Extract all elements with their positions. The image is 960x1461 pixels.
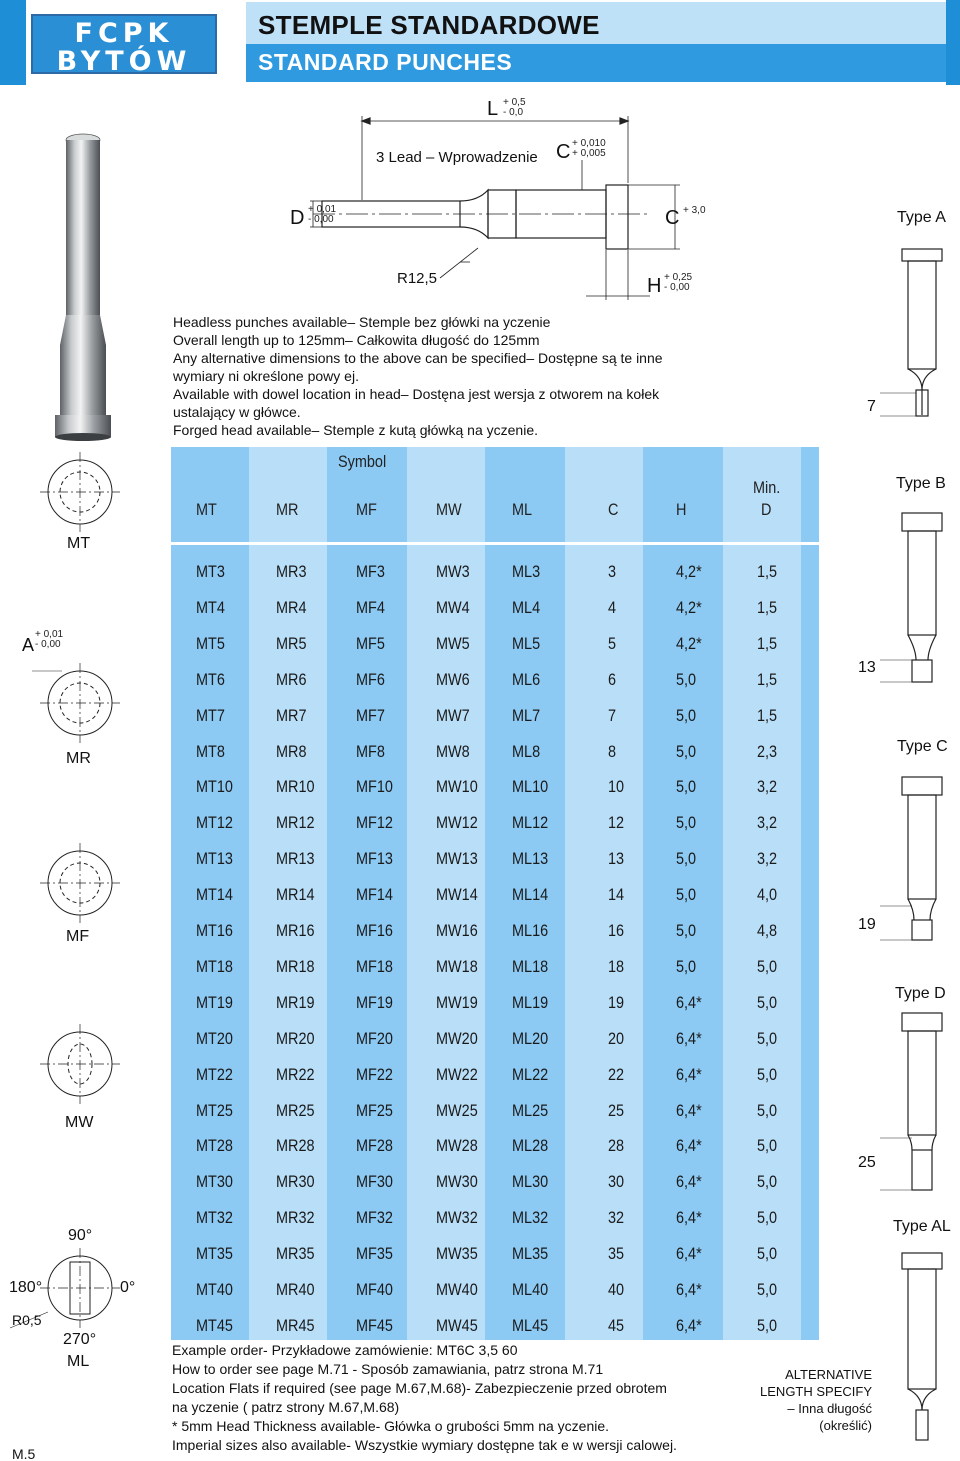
- table-cell: MR35: [276, 1244, 315, 1264]
- table-row: [171, 1124, 819, 1160]
- table-cell: 35: [608, 1244, 625, 1264]
- dim-a-tol-lower: - 0,00: [35, 639, 61, 650]
- punch-photo: [55, 134, 111, 441]
- table-cell: MF4: [356, 597, 385, 617]
- table-cell: 18: [608, 956, 625, 976]
- table-cell: ML45: [512, 1315, 549, 1335]
- table-cell: MW8: [436, 741, 470, 761]
- footer-line: Example order- Przykładowe zamówienie: MT6C 3,5 60: [172, 1342, 518, 1358]
- table-cell: ML14: [512, 885, 549, 905]
- section-mr-label: MR: [66, 750, 91, 767]
- table-cell: ML5: [512, 633, 541, 653]
- table-cell: MT35: [196, 1244, 233, 1264]
- table-cell: 5,0: [757, 956, 778, 976]
- table-cell: ML30: [512, 1172, 549, 1192]
- table-cell: 4,2*: [676, 597, 702, 617]
- footer-line: How to order see page M.71 - Sposób zamawiania, patrz strona M.71: [172, 1361, 604, 1377]
- table-cell: ML13: [512, 849, 549, 869]
- table-cell: MT5: [196, 633, 225, 653]
- table-cell: 3,2: [757, 813, 778, 833]
- type-b-dimension: 13: [858, 659, 876, 676]
- table-cell: MT25: [196, 1100, 233, 1120]
- table-row: [171, 1160, 819, 1196]
- table-cell: MR19: [276, 992, 315, 1012]
- table-cell: ML20: [512, 1028, 549, 1048]
- note-line: Any alternative dimensions to the above can be specified– Dostępne są te inne: [173, 350, 663, 366]
- table-cell: 1,5: [757, 562, 778, 581]
- table-cell: ML18: [512, 956, 549, 976]
- table-cell: MR13: [276, 849, 315, 869]
- table-cell: 5,0: [757, 1172, 778, 1192]
- note-line: Overall length up to 125mm– Całkowita długość do 125mm: [173, 332, 540, 348]
- table-cell: MF10: [356, 777, 393, 797]
- table-cell: 20: [608, 1028, 625, 1048]
- table-cell: ML7: [512, 705, 541, 725]
- table-cell: MT30: [196, 1172, 233, 1192]
- table-row: [171, 1017, 819, 1053]
- table-row: [171, 658, 819, 694]
- table-cell: MF8: [356, 741, 385, 761]
- table-row: [171, 730, 819, 766]
- table-cell: MW45: [436, 1315, 478, 1335]
- table-cell: ML19: [512, 992, 549, 1012]
- table-cell: MR45: [276, 1315, 315, 1335]
- alternative-length-note: [740, 1366, 872, 1434]
- table-cell: 5,0: [676, 741, 697, 761]
- alt-line-3: – Inna długość: [787, 1401, 872, 1416]
- table-cell: ML6: [512, 669, 541, 689]
- alt-line-4: (określić): [819, 1418, 872, 1433]
- dim-length-label: L: [487, 98, 499, 120]
- table-cell: MR6: [276, 669, 307, 689]
- notes-block: [173, 313, 773, 439]
- table-cell: MW16: [436, 921, 478, 940]
- table-cell: 6,4*: [676, 1064, 702, 1084]
- table-cell: MW13: [436, 849, 478, 869]
- table-row: [171, 801, 819, 837]
- dim-d-label: D: [290, 207, 305, 229]
- table-cell: 4,2*: [676, 562, 702, 581]
- table-cell: MR10: [276, 777, 315, 797]
- dim-h-tol-lower: - 0,00: [664, 282, 690, 293]
- punch-size-table: [171, 444, 819, 1340]
- table-cell: MF19: [356, 992, 393, 1012]
- table-row: [171, 1268, 819, 1304]
- table-cell: MR28: [276, 1136, 315, 1156]
- table-cell: ML12: [512, 813, 549, 833]
- table-cell: 45: [608, 1315, 625, 1335]
- table-cell: MR14: [276, 885, 315, 905]
- table-cell: 6,4*: [676, 992, 702, 1012]
- table-cell: 5,0: [757, 1208, 778, 1228]
- table-cell: 5,0: [676, 669, 697, 689]
- angle-270-label: 270°: [63, 1331, 97, 1348]
- alt-line-2: LENGTH SPECIFY: [760, 1384, 872, 1399]
- footer-line: * 5mm Head Thickness available- Główka o grubości 5mm na yczenie.: [172, 1418, 610, 1434]
- dim-a-label: A: [22, 635, 35, 655]
- type-c-dimension: 19: [858, 916, 876, 933]
- table-cell: ML8: [512, 741, 541, 761]
- logo-line-2: BYTÓW: [56, 46, 192, 77]
- dim-h-tol-upper: + 0,25: [664, 272, 693, 283]
- table-header-d: D: [761, 500, 772, 519]
- table-cell: 6,4*: [676, 1100, 702, 1120]
- table-cell: MF12: [356, 813, 393, 833]
- table-cell: 2,3: [757, 741, 778, 761]
- table-cell: 6,4*: [676, 1244, 702, 1264]
- table-cell: MT14: [196, 885, 233, 905]
- table-cell: MT7: [196, 705, 225, 725]
- table-cell: 1,5: [757, 633, 778, 653]
- table-header-mt: MT: [196, 500, 217, 519]
- table-cell: MT32: [196, 1208, 233, 1228]
- dim-length-tol-lower: - 0,0: [503, 107, 524, 118]
- table-cell: MW30: [436, 1172, 478, 1192]
- table-cell: ML22: [512, 1064, 549, 1084]
- table-cell: MW35: [436, 1244, 478, 1264]
- table-cell: MR5: [276, 633, 307, 653]
- table-cell: 5,0: [757, 1028, 778, 1048]
- table-cell: MR12: [276, 813, 315, 833]
- table-cell: 5,0: [676, 956, 697, 976]
- type-a-label: Type A: [897, 209, 946, 226]
- table-row: [171, 1304, 819, 1340]
- table-cell: 3,2: [757, 777, 778, 797]
- table-cell: 5,0: [757, 1136, 778, 1156]
- dim-c-top-tol-upper: + 0,010: [572, 138, 606, 149]
- table-cell: 3,2: [757, 849, 778, 869]
- table-cell: MR8: [276, 741, 307, 761]
- table-cell: MF18: [356, 956, 393, 976]
- table-cell: MW18: [436, 956, 478, 976]
- table-cell: 6,4*: [676, 1280, 702, 1299]
- table-cell: ML40: [512, 1280, 549, 1299]
- table-cell: MF45: [356, 1315, 393, 1335]
- table-cell: MW25: [436, 1100, 478, 1120]
- dim-c-top-tol-lower: + 0,005: [572, 148, 606, 159]
- table-cell: 7: [608, 705, 617, 725]
- table-row: [171, 1053, 819, 1089]
- table-cell: MT8: [196, 741, 225, 761]
- table-cell: 40: [608, 1280, 625, 1299]
- table-cell: MW3: [436, 562, 470, 581]
- type-al-label: Type AL: [893, 1218, 951, 1235]
- table-cell: 6,4*: [676, 1028, 702, 1048]
- table-cell: 4,2*: [676, 633, 702, 653]
- table-row: [171, 945, 819, 981]
- table-header-border: [171, 542, 819, 545]
- table-cell: MT16: [196, 921, 233, 940]
- table-symbol-header: Symbol: [338, 452, 387, 471]
- table-cell: 1,5: [757, 669, 778, 689]
- table-cell: ML3: [512, 562, 541, 581]
- table-cell: MF16: [356, 921, 393, 940]
- table-row: [171, 586, 819, 622]
- table-cell: 6,4*: [676, 1315, 702, 1335]
- dim-d-tol-upper: + 0,01: [308, 204, 337, 215]
- table-cell: MR30: [276, 1172, 315, 1192]
- dim-c-top-label: C: [556, 141, 571, 163]
- table-cell: 22: [608, 1064, 625, 1084]
- table-cell: 5: [608, 633, 617, 653]
- table-cell: MF32: [356, 1208, 393, 1228]
- table-cell: MW20: [436, 1028, 478, 1048]
- page-title-polish: STEMPLE STANDARDOWE: [258, 10, 600, 40]
- table-cell: 5,0: [757, 1315, 778, 1335]
- table-cell: MR18: [276, 956, 315, 976]
- type-d-label: Type D: [895, 985, 946, 1002]
- section-ml-label: ML: [67, 1353, 90, 1370]
- table-header-ml: ML: [512, 500, 533, 519]
- table-row: [171, 1089, 819, 1125]
- table-row: [171, 1232, 819, 1268]
- table-cell: MF14: [356, 885, 393, 905]
- table-cell: 13: [608, 849, 625, 869]
- table-cell: MF20: [356, 1028, 393, 1048]
- table-header-mf: MF: [356, 500, 377, 519]
- table-cell: MF25: [356, 1100, 393, 1120]
- table-row: [171, 622, 819, 658]
- table-cell: 5,0: [757, 1064, 778, 1084]
- table-cell: MR16: [276, 921, 315, 940]
- table-cell: 1,5: [757, 597, 778, 617]
- table-cell: ML10: [512, 777, 549, 797]
- table-cell: MW6: [436, 669, 470, 689]
- table-cell: MW10: [436, 777, 478, 797]
- table-cell: 5,0: [676, 921, 697, 940]
- table-cell: MF3: [356, 562, 385, 581]
- type-c-label: Type C: [897, 738, 948, 755]
- table-header-c: C: [608, 500, 619, 519]
- table-cell: MF7: [356, 705, 385, 725]
- table-header-h: H: [676, 500, 687, 519]
- table-cell: 19: [608, 992, 625, 1012]
- page-title-english: STANDARD PUNCHES: [258, 49, 513, 75]
- footer-notes: [172, 1341, 732, 1455]
- table-cell: MW7: [436, 705, 470, 725]
- table-cell: 6,4*: [676, 1172, 702, 1192]
- table-cell: MT45: [196, 1315, 233, 1335]
- table-cell: MF6: [356, 669, 385, 689]
- table-cell: MT28: [196, 1136, 233, 1156]
- table-cell: MT20: [196, 1028, 233, 1048]
- note-line: wymiary ni określone powy ej.: [173, 368, 359, 384]
- table-row: [171, 981, 819, 1017]
- table-cell: MR3: [276, 562, 307, 581]
- table-cell: MW32: [436, 1208, 478, 1228]
- table-cell: 4: [608, 597, 617, 617]
- type-d-dimension: 25: [858, 1154, 876, 1171]
- table-cell: MR20: [276, 1028, 315, 1048]
- radius-05-label: R0,5: [12, 1312, 42, 1328]
- footer-line: Location Flats if required (see page M.67,M.68)- Zabezpieczenie przed obrotem: [172, 1380, 667, 1396]
- table-cell: ML35: [512, 1244, 549, 1264]
- dim-d-tol-lower: - 0,00: [308, 214, 334, 225]
- table-row: [171, 694, 819, 730]
- table-cell: MW40: [436, 1280, 478, 1299]
- table-cell: ML28: [512, 1136, 549, 1156]
- type-profiles: [880, 249, 942, 1440]
- table-cell: 5,0: [676, 813, 697, 833]
- table-cell: MF28: [356, 1136, 393, 1156]
- table-cell: 10: [608, 777, 625, 797]
- table-cell: ML32: [512, 1208, 549, 1228]
- table-cell: 5,0: [757, 1280, 778, 1299]
- table-cell: MF5: [356, 633, 385, 653]
- main-punch-drawing: [310, 116, 680, 300]
- table-cell: MW5: [436, 633, 470, 653]
- table-header-mw: MW: [436, 500, 462, 519]
- table-cell: MR25: [276, 1100, 315, 1120]
- logo-line-1: FCPK: [74, 18, 174, 49]
- table-cell: MT12: [196, 813, 233, 833]
- table-cell: MT4: [196, 597, 225, 617]
- table-cell: MW19: [436, 992, 478, 1012]
- note-line: Available with dowel location in head– Dostęna jest wersja z otworem na kołek: [173, 386, 660, 402]
- table-cell: MW12: [436, 813, 478, 833]
- lead-label: 3 Lead – Wprowadzenie: [376, 149, 538, 166]
- table-row: [171, 873, 819, 909]
- table-cell: MT19: [196, 992, 233, 1012]
- page-number: M.5: [12, 1446, 36, 1461]
- table-cell: 30: [608, 1172, 625, 1192]
- table-cell: 14: [608, 885, 625, 905]
- table-cell: 5,0: [676, 777, 697, 797]
- table-cell: 4,8: [757, 921, 778, 940]
- cross-section-views: [10, 452, 120, 1328]
- table-cell: 32: [608, 1208, 625, 1228]
- table-row: [171, 1196, 819, 1232]
- angle-90-label: 90°: [68, 1227, 93, 1244]
- note-line: Headless punches available– Stemple bez główki na yczenie: [173, 314, 551, 330]
- note-line: Forged head available– Stemple z kutą główką na yczenie.: [173, 422, 538, 438]
- table-cell: MW14: [436, 885, 478, 905]
- section-mf-label: MF: [66, 928, 90, 945]
- table-cell: 8: [608, 741, 617, 761]
- table-cell: 25: [608, 1100, 625, 1120]
- table-cell: MF22: [356, 1064, 393, 1084]
- table-cell: MT10: [196, 777, 233, 797]
- table-cell: MF40: [356, 1280, 393, 1299]
- table-cell: MR22: [276, 1064, 315, 1084]
- table-row: [171, 837, 819, 873]
- table-row: [171, 909, 819, 945]
- table-cell: MR40: [276, 1280, 315, 1299]
- table-cell: 5,0: [676, 849, 697, 869]
- alt-line-1: ALTERNATIVE: [785, 1367, 872, 1382]
- table-cell: 5,0: [757, 992, 778, 1012]
- table-cell: MR7: [276, 705, 307, 725]
- table-cell: ML4: [512, 597, 541, 617]
- table-cell: MT13: [196, 849, 233, 869]
- angle-0-label: 0°: [120, 1279, 136, 1296]
- table-min-label: Min.: [753, 478, 781, 497]
- table-cell: 1,5: [757, 705, 778, 725]
- dim-length-tol-upper: + 0,5: [503, 97, 526, 108]
- type-a-dimension: 7: [867, 398, 876, 415]
- table-cell: MR4: [276, 597, 307, 617]
- table-top-border: [171, 444, 819, 447]
- footer-line: na yczenie ( patrz strony M.67,M.68): [172, 1399, 400, 1415]
- table-cell: ML25: [512, 1100, 549, 1120]
- table-header-mr: MR: [276, 500, 299, 519]
- dim-c-right-label: C: [665, 207, 680, 229]
- table-cell: 3: [608, 562, 617, 581]
- table-cell: 16: [608, 921, 625, 940]
- table-cell: MF13: [356, 849, 393, 869]
- radius-label: R12,5: [397, 270, 438, 287]
- table-cell: MR32: [276, 1208, 315, 1228]
- table-row: [171, 765, 819, 801]
- table-cell: MT40: [196, 1280, 233, 1299]
- table-cell: ML16: [512, 921, 549, 940]
- table-cell: 6: [608, 669, 617, 689]
- type-b-label: Type B: [896, 475, 946, 492]
- table-cell: MT3: [196, 562, 225, 581]
- note-line: ustalający w główce.: [173, 404, 301, 420]
- table-cell: MF30: [356, 1172, 393, 1192]
- table-cell: 6,4*: [676, 1208, 702, 1228]
- footer-line: Imperial sizes also available- Wszystkie wymiary dostępne tak e w wersji calowej.: [172, 1437, 677, 1453]
- angle-180-label: 180°: [9, 1279, 43, 1296]
- table-row: [171, 550, 819, 586]
- table-cell: MT22: [196, 1064, 233, 1084]
- table-cell: 5,0: [757, 1244, 778, 1264]
- section-mt-label: MT: [67, 535, 91, 552]
- dim-c-right-tol: + 3,0: [683, 205, 706, 216]
- table-cell: MW22: [436, 1064, 478, 1084]
- table-cell: MT6: [196, 669, 225, 689]
- table-cell: 6,4*: [676, 1136, 702, 1156]
- table-cell: MF35: [356, 1244, 393, 1264]
- table-cell: MT18: [196, 956, 233, 976]
- table-cell: 28: [608, 1136, 625, 1156]
- table-cell: 5,0: [676, 705, 697, 725]
- table-cell: 12: [608, 813, 625, 833]
- dim-h-label: H: [647, 275, 662, 297]
- table-cell: MW28: [436, 1136, 478, 1156]
- table-cell: 5,0: [676, 885, 697, 905]
- table-cell: 4,0: [757, 885, 778, 905]
- table-cell: MW4: [436, 597, 470, 617]
- table-cell: 5,0: [757, 1100, 778, 1120]
- section-mw-label: MW: [65, 1114, 94, 1131]
- dim-a-tol-upper: + 0,01: [35, 629, 64, 640]
